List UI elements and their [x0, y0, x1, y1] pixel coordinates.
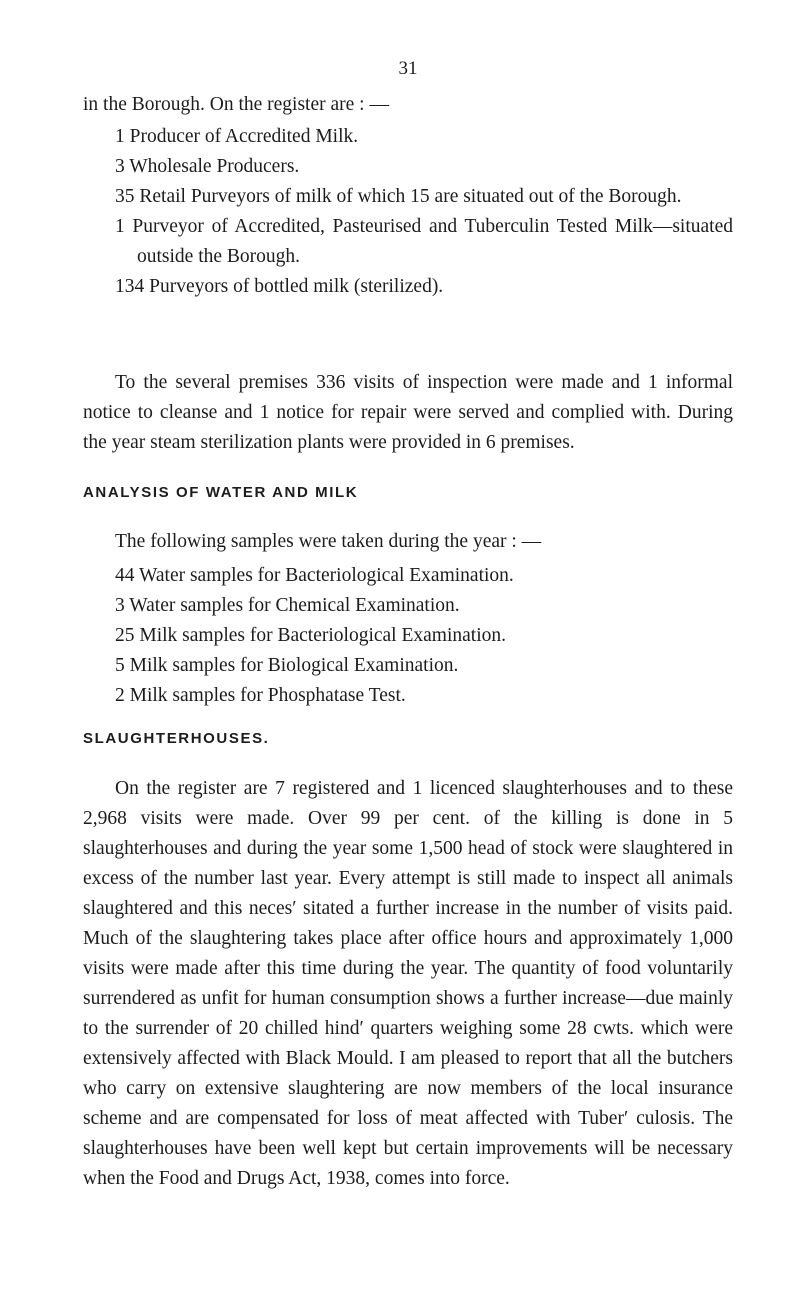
list-item: 3 Wholesale Producers.: [115, 156, 300, 177]
list-item: 1 Purveyor of Accredited, Pasteurised and Tuberculin Tested Milk—situated outside the Borough.: [115, 216, 733, 267]
list-item: 5 Milk samples for Biological Examination.: [115, 655, 459, 676]
register-intro: in the Borough. On the register are : —: [83, 94, 389, 115]
list-item: 35 Retail Purveyors of milk of which 15 are situated out of the Borough.: [115, 186, 682, 207]
inspection-paragraph: To the several premises 336 visits of inspection were made and 1 informal notice to cleanse and 1 notice for repair were served and complied with. During the year steam sterilization plants were provided in 6 premises.: [83, 372, 733, 453]
list-item: 1 Producer of Accredited Milk.: [115, 126, 359, 147]
list-item: 44 Water samples for Bacteriological Examination.: [115, 565, 514, 586]
list-item: 134 Purveyors of bottled milk (sterilized).: [115, 276, 444, 297]
register-list: [115, 122, 733, 302]
analysis-intro: The following samples were taken during the year : —: [115, 531, 542, 552]
slaughterhouses-paragraph: On the register are 7 registered and 1 licenced slaughterhouses and to these 2,968 visits were made. Over 99 per cent. of the killing is done in 5 slaughterhouses and during the year some 1,500 head of stock were slaughtered in excess of the number last year. Every attempt is still made to inspect all animals slaughtered and this neces′ sitated a further increase in the number of visits paid. Much of the slaughtering takes place after office hours and approximately 1,000 visits were made after this time during the year. The quantity of food voluntarily surrendered as unfit for human consumption shows a further increase—due mainly to the surrender of 20 chilled hind′ quarters weighing some 28 cwts. which were extensively affected with Black Mould. I am pleased to report that all the butchers who carry on extensive slaughtering are now members of the local insurance scheme and are compensated for loss of meat affected with Tuber′ culosis. The slaughterhouses have been well kept but certain improvements will be necessary when the Food and Drugs Act, 1938, comes into force.: [83, 778, 733, 1189]
list-item: 3 Water samples for Chemical Examination.: [115, 595, 460, 616]
list-item: 2 Milk samples for Phosphatase Test.: [115, 685, 406, 706]
analysis-heading: ANALYSIS OF WATER AND MILK: [83, 484, 359, 501]
samples-list: [115, 561, 733, 711]
slaughterhouses-heading: SLAUGHTERHOUSES.: [83, 730, 270, 747]
list-item: 25 Milk samples for Bacteriological Examination.: [115, 625, 506, 646]
page-number: 31: [398, 58, 418, 79]
